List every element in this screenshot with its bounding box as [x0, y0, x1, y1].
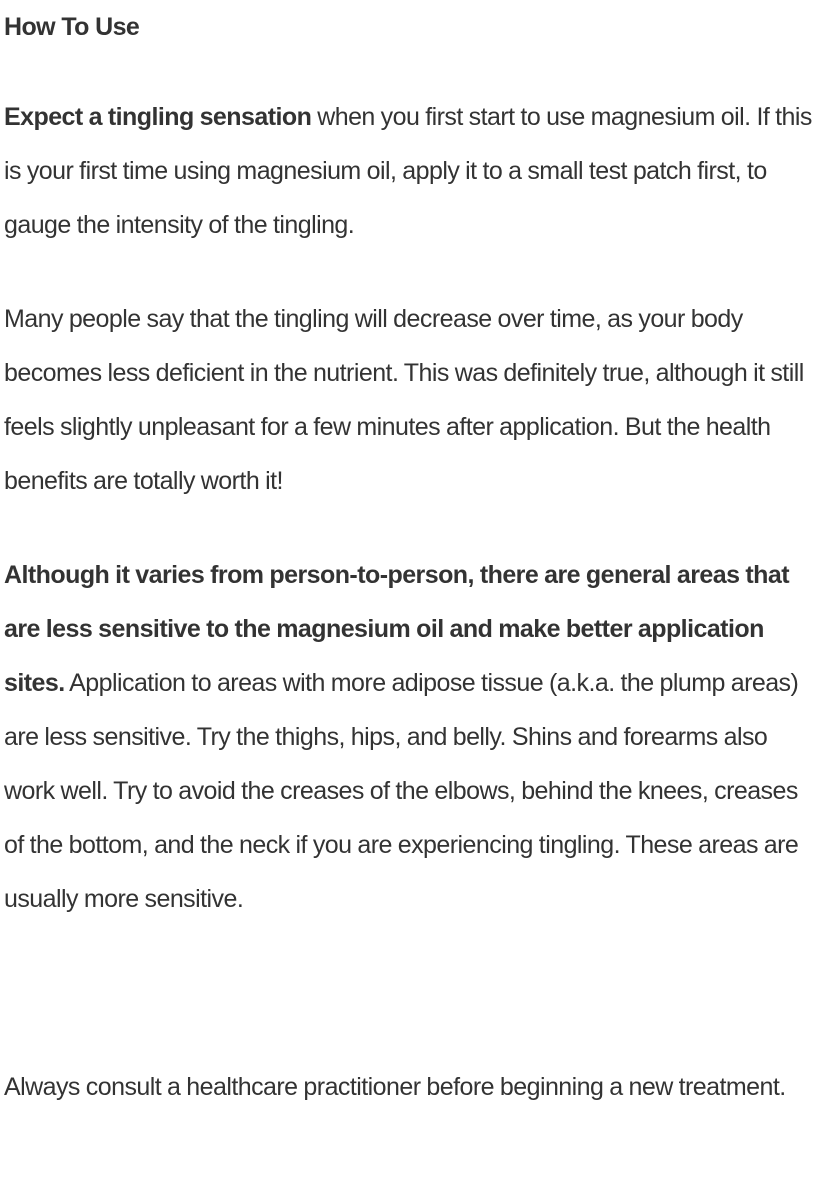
paragraph-application-sites: [4, 548, 816, 926]
paragraph-text: Always consult a healthcare practitioner before beginning a new treatment.: [4, 1073, 786, 1101]
paragraph-text: when you first start to use magnesium oil. If this is your first time using magnesium oil, apply it to a small test patch first, to gauge the intensity of the tingling.: [4, 103, 812, 239]
paragraph-disclaimer: [4, 1060, 816, 1114]
paragraph-tingling-decrease: [4, 292, 816, 508]
section-heading: How To Use: [4, 13, 140, 41]
paragraph-tingling-intro: [4, 90, 816, 252]
paragraph-bold-lead: Expect a tingling sensation: [4, 103, 312, 131]
spacer: [4, 926, 816, 1060]
paragraph-text: Many people say that the tingling will decrease over time, as your body becomes less deficient in the nutrient. This was definitely true, although it still feels slightly unpleasant for a few minutes after application. But the health benefits are totally worth it!: [4, 305, 804, 495]
paragraph-bold-lead: Although it varies from person-to-person, there are general areas that are less sensitive to the magnesium oil and make better application sites.: [4, 561, 789, 697]
paragraph-text: Application to areas with more adipose tissue (a.k.a. the plump areas) are less sensitive. Try the thighs, hips, and belly. Shins and forearms also work well. Try to avoid the creases of the elbows, behind the knees, creases of the bottom, and the neck if you are experiencing tingling. These areas are usually more sensitive.: [4, 669, 799, 913]
